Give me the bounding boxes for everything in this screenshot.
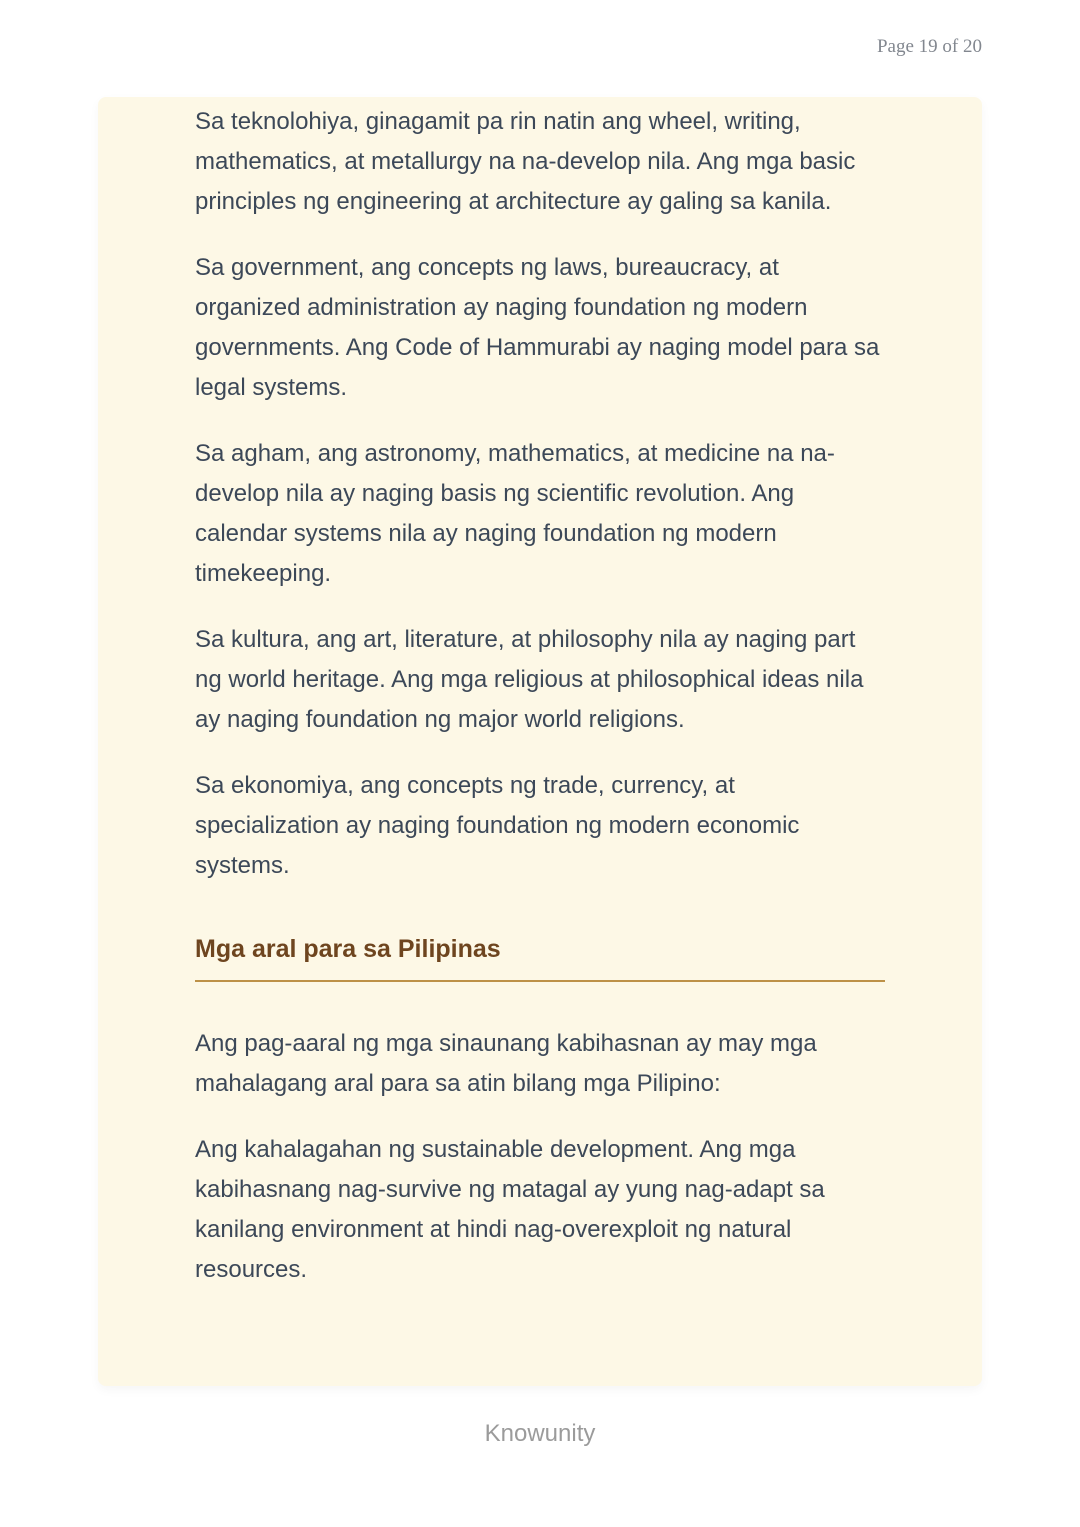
paragraph-technology: Sa teknolohiya, ginagamit pa rin natin ang wheel, writing, mathematics, at metallurgy na na-develop nila. Ang mga basic principles ng engineering at architecture ay galing sa kanila. xyxy=(195,108,856,215)
paragraph-lessons-intro: Ang pag-aaral ng mga sinaunang kabihasnan ay may mga mahalagang aral para sa atin bilang mga Pilipino: xyxy=(195,1030,817,1097)
page-container xyxy=(98,0,982,1470)
paragraph-government: Sa government, ang concepts ng laws, bureaucracy, at organized administration ay naging foundation ng modern governments. Ang Code of Hammurabi ay naging model para sa legal systems. xyxy=(195,254,880,401)
section-heading: Mga aral para sa Pilipinas xyxy=(195,935,501,963)
paragraph-economy: Sa ekonomiya, ang concepts ng trade, currency, at specialization ay naging foundation ng modern economic systems. xyxy=(195,772,800,879)
page-number-indicator: Page 19 of 20 xyxy=(876,36,982,57)
heading-rule xyxy=(195,980,885,982)
paragraph-culture: Sa kultura, ang art, literature, at philosophy nila ay naging part ng world heritage. Ang mga religious at philosophical ideas nila ay naging foundation ng major world religions. xyxy=(195,626,864,733)
section-body xyxy=(195,1024,885,1290)
paragraph-science: Sa agham, ang astronomy, mathematics, at medicine na na-develop nila ay naging basis ng scientific revolution. Ang calendar systems nila ay naging foundation ng modern timekeeping. xyxy=(195,440,835,587)
footer-brand: Knowunity xyxy=(484,1420,596,1447)
paragraph-sustainable-development: Ang kahalagahan ng sustainable development. Ang mga kabihasnang nag-survive ng matagal ay yung nag-adapt sa kanilang environment at hindi nag-overexploit ng natural resources. xyxy=(195,1136,825,1283)
document-card xyxy=(98,97,982,1386)
